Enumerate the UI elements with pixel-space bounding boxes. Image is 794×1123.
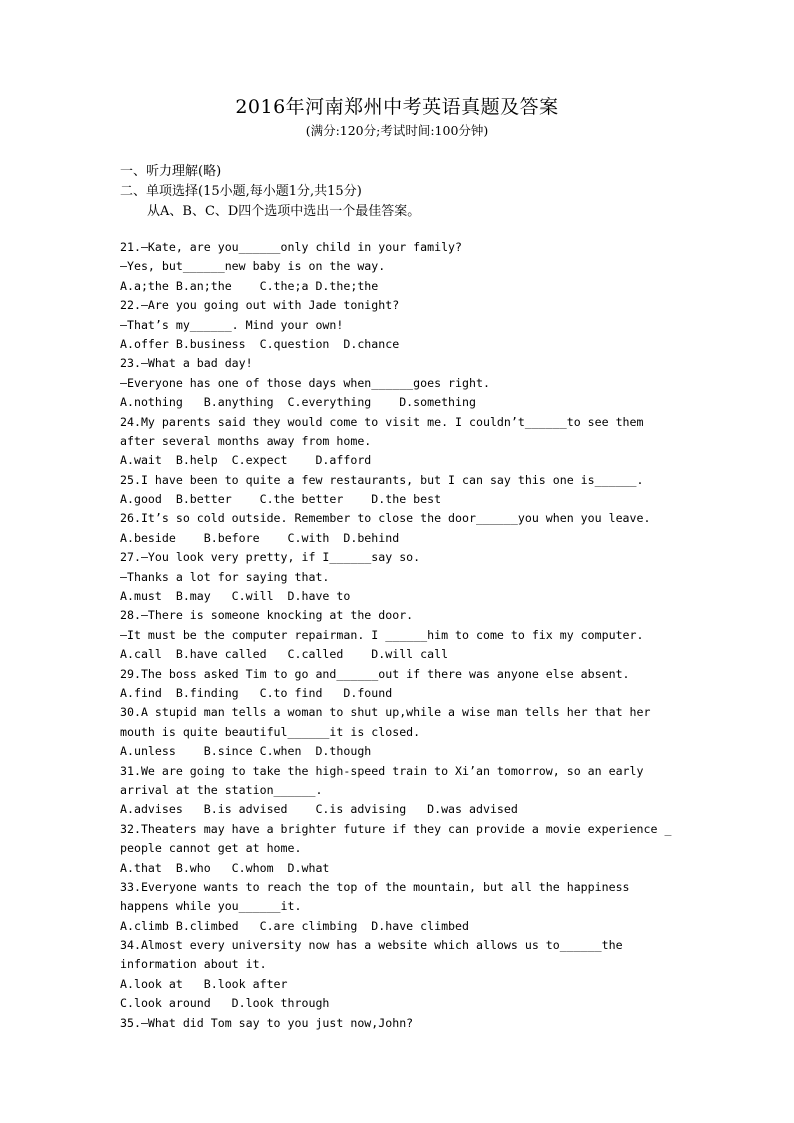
- question-line: 23.—What a bad day!: [120, 356, 253, 371]
- question-line: A.wait B.help C.expect D.afford: [120, 453, 372, 468]
- question-line: 29.The boss asked Tim to go and______out if there was anyone else absent.: [120, 666, 630, 681]
- section-listening: 一、听力理解(略): [120, 164, 222, 179]
- question-list: [120, 238, 680, 1033]
- document-subtitle: (满分:120分;考试时间:100分钟): [305, 123, 489, 138]
- question-line: information about it.: [120, 957, 267, 972]
- section-single-choice: 二、单项选择(15小题,每小题1分,共15分): [120, 184, 362, 199]
- question-line: 30.A stupid man tells a woman to shut up,while a wise man tells her that her: [120, 705, 651, 720]
- question-line: 33.Everyone wants to reach the top of the mountain, but all the happiness: [120, 879, 630, 894]
- question-line: 32.Theaters may have a brighter future if they can provide a movie experience _: [120, 821, 672, 836]
- question-line: A.good B.better C.the better D.the best: [120, 492, 442, 507]
- question-line: A.offer B.business C.question D.chance: [120, 336, 400, 351]
- question-line: A.a;the B.an;the C.the;a D.the;the: [120, 278, 379, 293]
- question-line: A.beside B.before C.with D.behind: [120, 530, 400, 545]
- question-line: 31.We are going to take the high-speed train to Xi’an tomorrow, so an early: [120, 763, 644, 778]
- question-line: —It must be the computer repairman. I ______him to come to fix my computer.: [120, 627, 644, 642]
- question-line: A.find B.finding C.to find D.found: [120, 685, 393, 700]
- question-line: people cannot get at home.: [120, 841, 302, 856]
- question-line: 22.—Are you going out with Jade tonight?: [120, 298, 400, 313]
- question-line: 21.—Kate, are you______only child in your family?: [120, 240, 463, 254]
- question-line: 35.—What did Tom say to you just now,John?: [120, 1015, 414, 1030]
- question-line: A.must B.may C.will D.have to: [120, 589, 351, 604]
- question-line: —Thanks a lot for saying that.: [120, 569, 330, 584]
- question-line: A.climb B.climbed C.are climbing D.have climbed: [120, 918, 470, 933]
- question-line: A.call B.have called C.called D.will call: [120, 647, 449, 662]
- question-line: C.look around D.look through: [120, 996, 330, 1011]
- question-line: after several months away from home.: [120, 433, 372, 448]
- question-line: 25.I have been to quite a few restaurants, but I can say this one is______.: [120, 472, 644, 487]
- question-line: 34.Almost every university now has a website which allows us to______the: [120, 938, 623, 953]
- question-line: 24.My parents said they would come to visit me. I couldn’t______to see them: [120, 414, 644, 429]
- question-line: 26.It’s so cold outside. Remember to close the door______you when you leave.: [120, 511, 651, 526]
- question-line: A.unless B.since C.when D.though: [120, 744, 372, 759]
- document-title: 2016年河南郑州中考英语真题及答案: [235, 96, 559, 118]
- question-line: A.nothing B.anything C.everything D.something: [120, 395, 476, 410]
- question-line: happens while you______it.: [120, 899, 302, 914]
- question-line: 27.—You look very pretty, if I______say so.: [120, 550, 421, 565]
- question-line: arrival at the station______.: [120, 782, 323, 797]
- question-line: 28.—There is someone knocking at the door.: [120, 608, 414, 623]
- question-line: mouth is quite beautiful______it is closed.: [120, 724, 421, 739]
- question-line: —Everyone has one of those days when______goes right.: [120, 375, 490, 390]
- question-line: —Yes, but______new baby is on the way.: [120, 259, 386, 274]
- question-line: A.advises B.is advised C.is advising D.was advised: [120, 802, 518, 817]
- question-line: A.that B.who C.whom D.what: [120, 860, 330, 875]
- section-instruction: 从A、B、C、D四个选项中选出一个最佳答案。: [147, 204, 421, 219]
- question-line: A.look at B.look after: [120, 976, 288, 991]
- question-line: —That’s my______. Mind your own!: [120, 317, 344, 332]
